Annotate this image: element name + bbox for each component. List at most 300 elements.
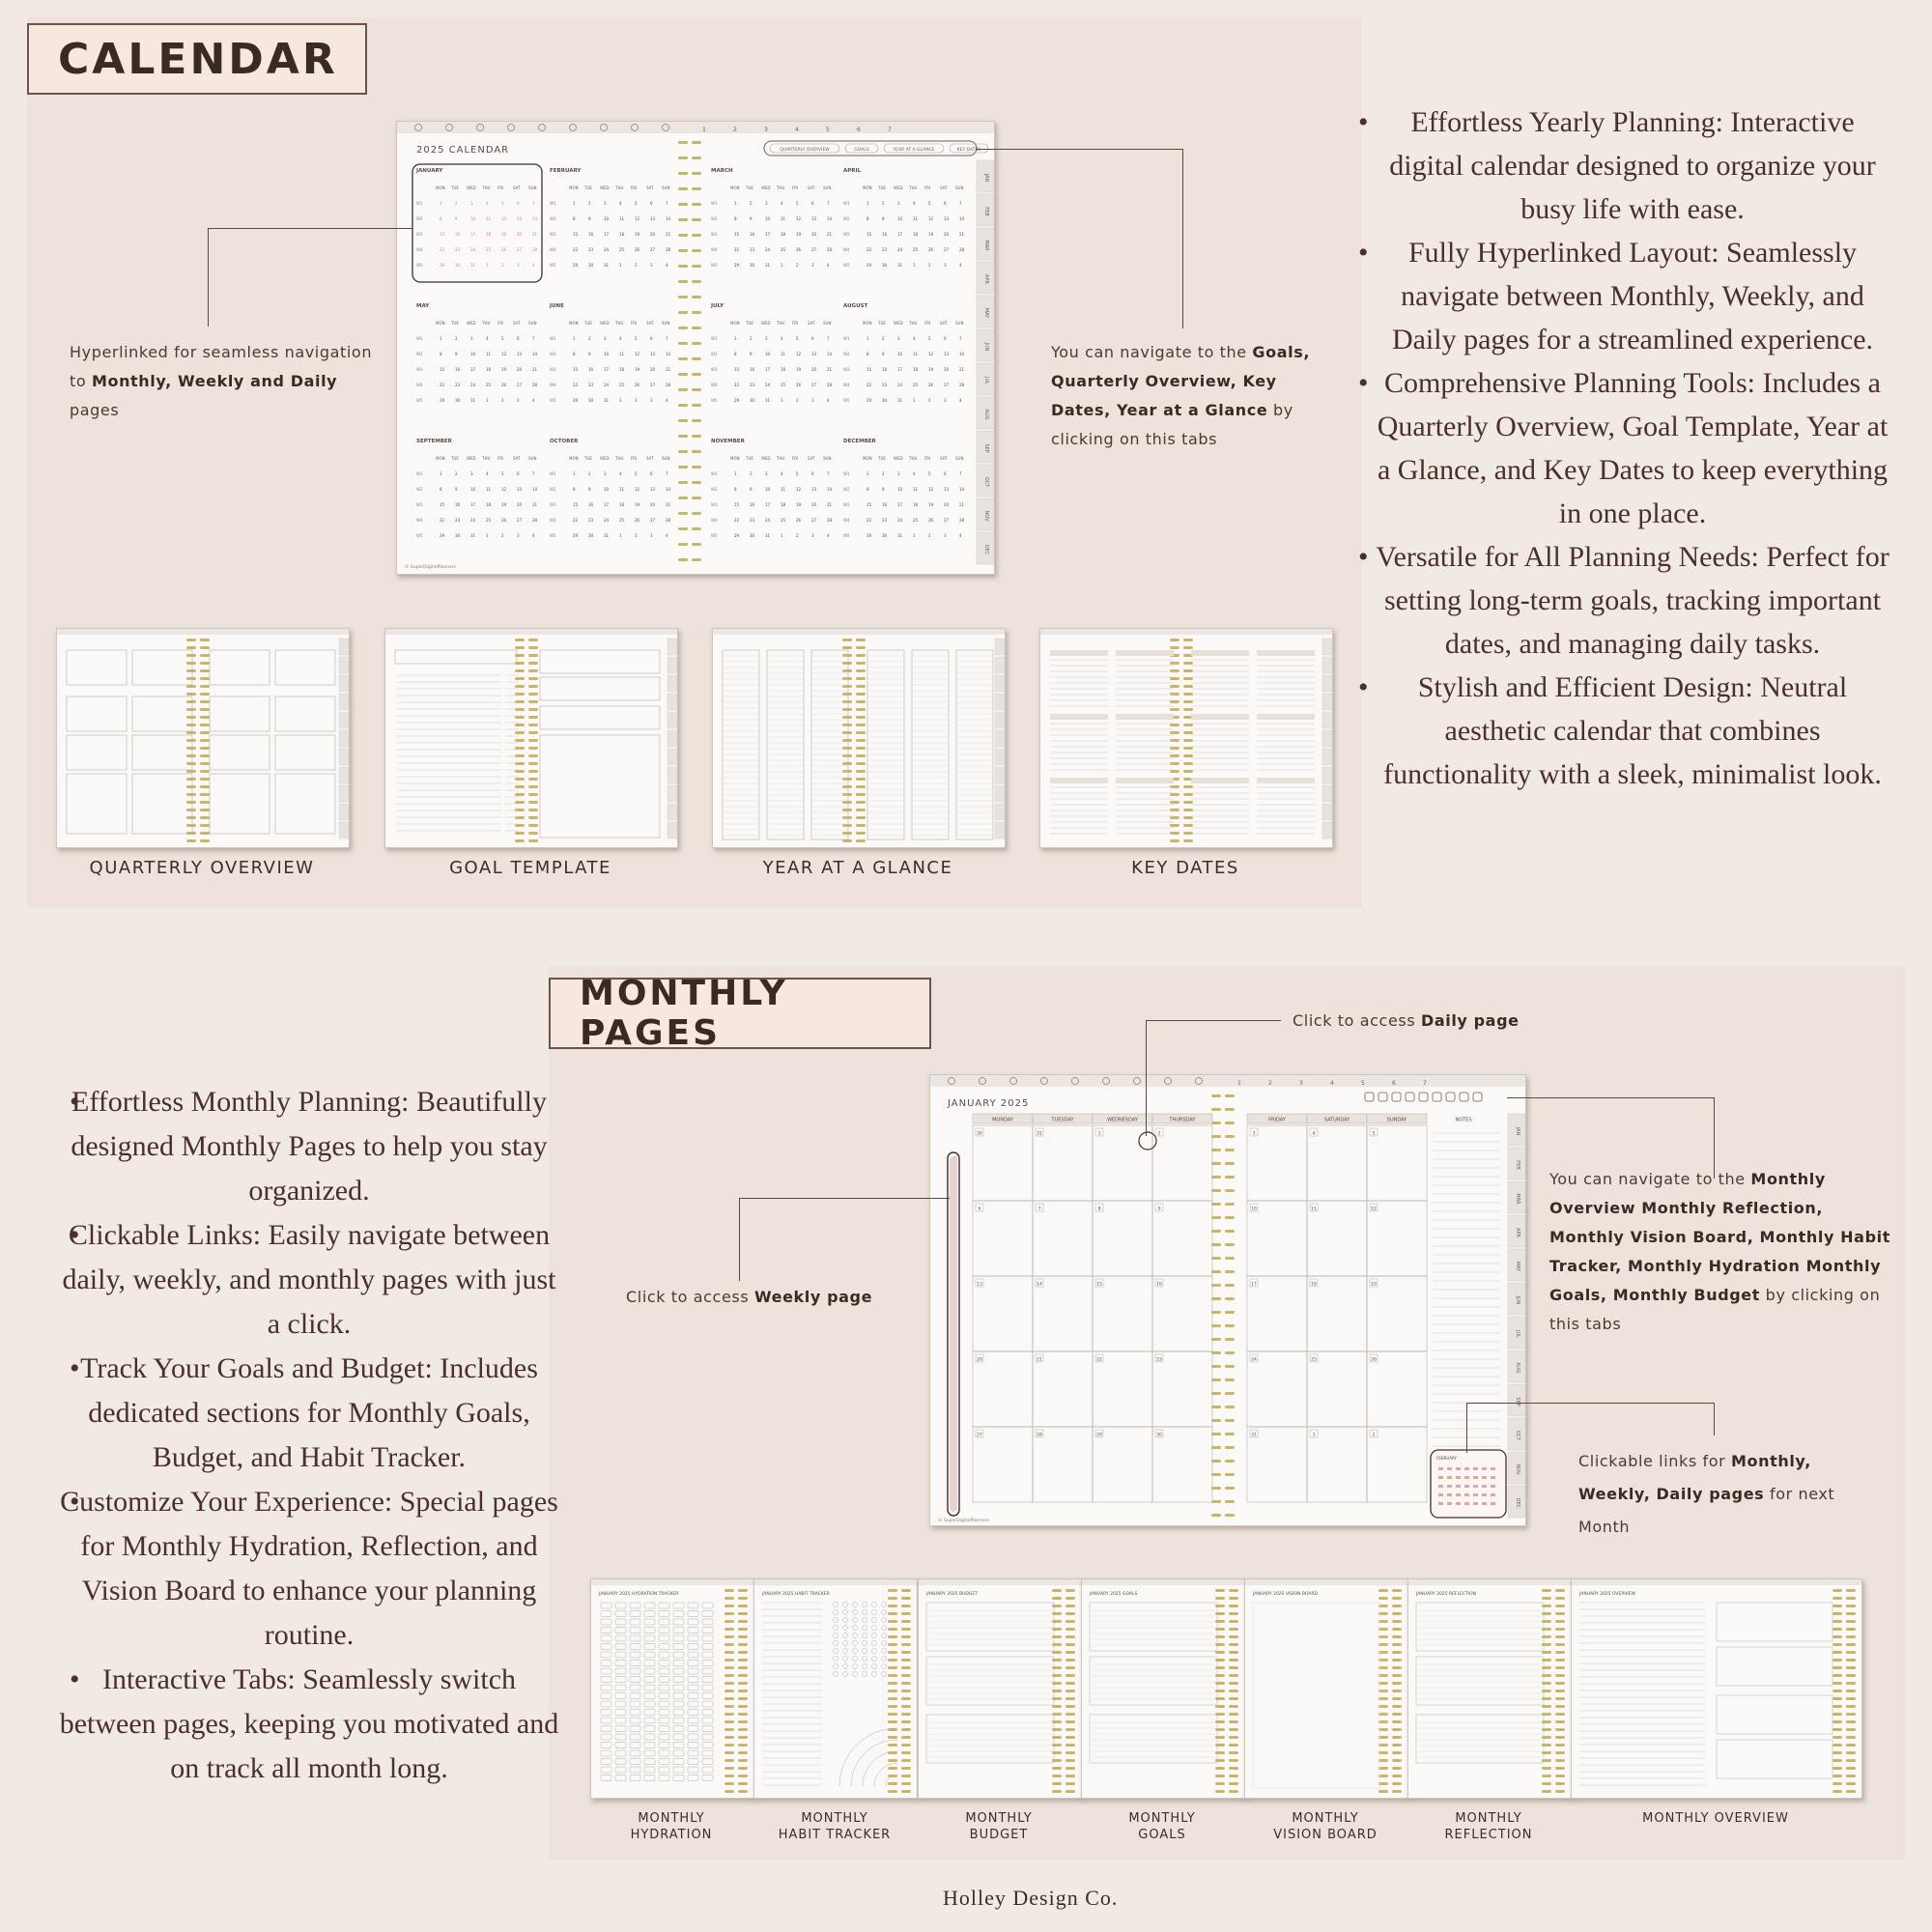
mini-calendar-day [1482, 1502, 1487, 1505]
weekday-label: TUE [584, 185, 592, 190]
spiral-ring [724, 1790, 734, 1793]
note-calendar-tabs-bold: Goals, Quarterly Overview, Key Dates, Year at a Glance [1051, 343, 1311, 419]
week-number: W2 [550, 487, 556, 492]
day-number: 19 [796, 232, 802, 237]
day-number: 28 [666, 247, 671, 252]
spiral-ring [1542, 1705, 1551, 1708]
day-number: 24 [470, 518, 476, 523]
day-number: 9 [455, 216, 458, 221]
day-number: 17 [897, 232, 903, 237]
spiral-ring [738, 1705, 748, 1708]
habit-dot [871, 1648, 876, 1653]
day-number: 1 [440, 336, 442, 341]
spiral-ring [842, 654, 852, 657]
day-number: 20 [517, 502, 523, 507]
spiral-ring [186, 832, 196, 835]
spiral-ring [1052, 1713, 1062, 1716]
day-number: 8 [440, 352, 442, 356]
water-glass [688, 1693, 698, 1699]
day-number: 2 [455, 201, 458, 206]
week-number: W4 [711, 247, 718, 252]
day-number: 19 [501, 232, 507, 237]
day-number: 30 [588, 398, 594, 403]
day-number: 10 [604, 216, 610, 221]
section-box [1090, 1603, 1217, 1651]
spiral-ring [856, 839, 866, 842]
mini-calendar-day [1482, 1467, 1487, 1470]
spiral-ring [842, 739, 852, 742]
spiral-ring [1065, 1728, 1075, 1731]
water-glass [673, 1726, 684, 1732]
spiral-ring [528, 700, 538, 703]
spiral-ring [1170, 762, 1179, 765]
day-number: 4 [827, 533, 830, 538]
spiral-ring [1065, 1720, 1075, 1723]
water-glass [601, 1693, 611, 1699]
water-glass [644, 1644, 655, 1650]
day-number: 3 [517, 398, 520, 403]
spiral-ring [1052, 1605, 1062, 1607]
spiral-ring [1052, 1682, 1062, 1685]
day-number: 31 [604, 398, 610, 403]
day-number: 13 [650, 487, 656, 492]
water-glass [673, 1743, 684, 1748]
water-glass [601, 1628, 611, 1634]
spiral-ring [1065, 1790, 1075, 1793]
spiral-ring [1555, 1612, 1565, 1615]
habit-dot [862, 1656, 867, 1661]
day-number: 23 [455, 383, 461, 387]
caption-line-2: BUDGET [969, 1828, 1029, 1842]
day-number: 29 [440, 533, 445, 538]
thumb-side-tab [995, 767, 1005, 783]
day-number: 23 [750, 383, 755, 387]
habit-dot [852, 1609, 857, 1614]
habit-dot [881, 1671, 886, 1676]
spiral-ring [1229, 1728, 1238, 1731]
spiral-ring [692, 357, 701, 360]
weekday-label: MON [569, 185, 579, 190]
spiral-ring [1542, 1697, 1551, 1700]
day-number: 9 [588, 352, 591, 356]
day-number: 9 [750, 216, 753, 221]
day-number: 1 [573, 201, 576, 206]
habit-dot [842, 1625, 847, 1630]
spiral-ring [1392, 1628, 1402, 1631]
spiral-ring [1846, 1767, 1856, 1770]
water-glass [688, 1619, 698, 1625]
water-glass [673, 1661, 684, 1666]
week-number: W5 [550, 533, 556, 538]
day-number: 4 [666, 263, 668, 268]
spiral-ring [856, 824, 866, 827]
spiral-ring [1211, 1324, 1221, 1327]
spiral-ring [1833, 1736, 1842, 1739]
day-number: 2 [635, 398, 638, 403]
day-number: 9 [882, 487, 885, 492]
habit-dot [833, 1656, 838, 1661]
day-number: 22 [734, 383, 740, 387]
month-name: JUNE [550, 303, 564, 309]
spiral-ring [1215, 1589, 1225, 1592]
day-number: 4 [666, 398, 668, 403]
overview-box [1717, 1740, 1833, 1778]
water-glass [673, 1677, 684, 1683]
spiral-ring [1211, 1176, 1221, 1179]
leader-weekly-h [739, 1198, 950, 1199]
spiral-ring [1846, 1705, 1856, 1708]
day-number: 30 [588, 263, 594, 268]
water-glass [673, 1611, 684, 1617]
mini-calendar-day [1456, 1502, 1461, 1505]
spiral-ring [1183, 639, 1193, 641]
caption-monthly-page [918, 1810, 1080, 1843]
spiral-ring [856, 816, 866, 819]
day-number: 31 [765, 533, 771, 538]
spiral-ring [678, 404, 688, 407]
day-number: 18 [913, 367, 919, 372]
day-number: 2 [588, 336, 591, 341]
spiral-ring [1833, 1767, 1842, 1770]
week-column-fill [950, 1156, 957, 1512]
date-number: 27 [977, 1433, 982, 1438]
spiral-ring [842, 816, 852, 819]
spiral-ring [738, 1628, 748, 1631]
thumb-side-tab [995, 657, 1005, 673]
day-number: 12 [501, 352, 507, 356]
water-glass [601, 1611, 611, 1617]
thumb-header: JANUARY 2025 HABIT TRACKER [762, 1592, 830, 1597]
month-name: APRIL [843, 168, 862, 174]
section-box [1416, 1603, 1544, 1651]
day-number: 22 [440, 518, 445, 523]
spiral-ring [692, 327, 701, 329]
week-number: W2 [843, 216, 850, 221]
day-number: 22 [573, 247, 579, 252]
spiral-ring [515, 639, 525, 641]
spiral-ring [1555, 1589, 1565, 1592]
spiral-ring [200, 724, 210, 726]
date-number: 7 [1037, 1207, 1041, 1212]
day-number: 17 [765, 502, 771, 507]
week-number: W2 [711, 352, 718, 356]
spiral-ring [1833, 1759, 1842, 1762]
day-number: 2 [928, 263, 931, 268]
water-glass [702, 1726, 713, 1732]
note-clickable-links [1578, 1445, 1888, 1544]
leader-weekly-v [739, 1198, 740, 1281]
day-number: 2 [928, 398, 931, 403]
spiral-ring [515, 700, 525, 703]
keydate-header [1257, 778, 1315, 783]
day-number: 1 [486, 533, 489, 538]
week-number: W4 [416, 518, 423, 523]
day-number: 30 [588, 533, 594, 538]
spiral-ring [1183, 824, 1193, 827]
day-number: 27 [517, 518, 523, 523]
spiral-ring [200, 770, 210, 773]
day-number: 3 [765, 471, 768, 476]
spiral-ring [1542, 1643, 1551, 1646]
weekday-label: SAT [808, 456, 815, 461]
thumb-monthly-page [1081, 1578, 1245, 1799]
spiral-ring [1065, 1659, 1075, 1662]
weekday-label: THU [482, 185, 491, 190]
day-number: 1 [913, 398, 916, 403]
habit-dot [852, 1656, 857, 1661]
day-number: 13 [517, 216, 523, 221]
spiral-ring [738, 1728, 748, 1731]
day-number: 5 [635, 336, 638, 341]
spiral-ring [678, 435, 688, 438]
week-number: W2 [711, 487, 718, 492]
day-number: 1 [781, 533, 783, 538]
caption-line-1: MONTHLY OVERVIEW [1642, 1811, 1789, 1826]
mini-calendar-day [1456, 1493, 1461, 1496]
spiral-ring [1225, 1365, 1235, 1368]
day-number: 15 [734, 502, 740, 507]
habit-dot [833, 1633, 838, 1637]
spiral-ring [1183, 839, 1193, 842]
water-glass [615, 1611, 626, 1617]
day-number: 8 [867, 487, 869, 492]
spiral-ring [1211, 1162, 1221, 1165]
water-glass [688, 1734, 698, 1740]
day-number: 26 [635, 383, 640, 387]
spiral-ring [1833, 1620, 1842, 1623]
day-number: 12 [501, 216, 507, 221]
overview-box [1717, 1647, 1833, 1686]
spiral-ring [1378, 1612, 1388, 1615]
spiral-ring [1555, 1666, 1565, 1669]
day-number: 9 [455, 487, 458, 492]
spiral-ring [200, 793, 210, 796]
spiral-ring [1555, 1690, 1565, 1692]
water-glass [702, 1750, 713, 1756]
spiral-ring [1833, 1790, 1842, 1793]
spiral-ring [1555, 1782, 1565, 1785]
day-number: 19 [796, 367, 802, 372]
spiral-ring [1183, 754, 1193, 757]
day-number: 11 [913, 216, 919, 221]
spiral-ring [1229, 1635, 1238, 1638]
day-number: 24 [604, 247, 610, 252]
thumb-quarterly-overview [56, 628, 350, 848]
day-number: 1 [734, 336, 737, 341]
day-number: 30 [455, 398, 461, 403]
water-glass [673, 1652, 684, 1658]
thumb-side-tab [668, 730, 677, 747]
top-number-tab: 4 [1330, 1080, 1334, 1087]
spiral-ring [888, 1713, 897, 1716]
spiral-ring [1215, 1643, 1225, 1646]
spiral-ring [842, 762, 852, 765]
mini-calendar-day [1482, 1485, 1487, 1488]
mini-calendar-day [1447, 1485, 1452, 1488]
day-number: 9 [882, 216, 885, 221]
water-glass [644, 1603, 655, 1608]
spiral-ring [1065, 1674, 1075, 1677]
spiral-ring [200, 762, 210, 765]
thumb-side-tab [995, 749, 1005, 765]
spiral-ring [901, 1620, 911, 1623]
water-glass [615, 1701, 626, 1707]
spiral-ring [528, 824, 538, 827]
weekday-label: TUE [746, 456, 753, 461]
day-number: 25 [913, 383, 919, 387]
mini-calendar-day [1447, 1502, 1452, 1505]
habit-dot [871, 1625, 876, 1630]
day-number: 25 [913, 247, 919, 252]
spiral-ring [1183, 677, 1193, 680]
week-number: W1 [843, 471, 850, 476]
section-box [926, 1657, 1054, 1705]
spiral-ring [724, 1597, 734, 1600]
water-glass [659, 1701, 669, 1707]
day-number: 23 [882, 383, 888, 387]
day-number: 6 [944, 336, 947, 341]
day-number: 31 [470, 263, 476, 268]
spiral-ring [1065, 1620, 1075, 1623]
spiral-ring [1183, 693, 1193, 696]
day-number: 16 [882, 367, 888, 372]
water-glass [702, 1718, 713, 1723]
week-number: W1 [550, 201, 556, 206]
spiral-ring [842, 839, 852, 842]
day-number: 1 [440, 471, 442, 476]
day-number: 23 [588, 247, 594, 252]
spiral-ring [856, 693, 866, 696]
weekday-label: SAT [646, 456, 654, 461]
water-glass [688, 1776, 698, 1781]
spiral-ring [1846, 1736, 1856, 1739]
spiral-ring [692, 388, 701, 391]
spiral-ring [901, 1674, 911, 1677]
spiral-ring [1392, 1620, 1402, 1623]
spiral-ring [692, 296, 701, 298]
day-number: 6 [650, 471, 653, 476]
day-number: 26 [796, 383, 802, 387]
spiral-ring [515, 785, 525, 788]
water-glass [688, 1759, 698, 1765]
day-number: 21 [666, 502, 671, 507]
spiral-ring [1542, 1728, 1551, 1731]
spiral-ring [1170, 669, 1179, 672]
spiral-ring [724, 1612, 734, 1615]
day-number: 25 [781, 247, 786, 252]
day-number: 11 [781, 487, 786, 492]
side-tab-label: MAR [983, 240, 989, 251]
spiral-ring [200, 785, 210, 788]
thumb-monthly-page [1571, 1578, 1862, 1799]
spiral-ring [1211, 1270, 1221, 1273]
day-number: 31 [604, 263, 610, 268]
spiral-ring [1378, 1605, 1388, 1607]
habit-dot [833, 1625, 838, 1630]
day-number: 1 [867, 336, 869, 341]
date-number: 26 [1371, 1357, 1377, 1363]
day-number: 14 [666, 487, 671, 492]
spiral-ring [1183, 662, 1193, 665]
water-glass [644, 1776, 655, 1781]
water-glass [659, 1718, 669, 1723]
water-glass [659, 1635, 669, 1641]
section-box [926, 1603, 1054, 1651]
habit-dot [862, 1640, 867, 1645]
spiral-ring [1225, 1203, 1235, 1206]
spiral-ring [738, 1620, 748, 1623]
day-number: 11 [913, 487, 919, 492]
day-number: 18 [486, 232, 492, 237]
water-glass [630, 1611, 640, 1617]
habit-dot [833, 1663, 838, 1668]
spiral-ring [1170, 824, 1179, 827]
habit-dot [881, 1656, 886, 1661]
top-tab-bar [397, 122, 994, 133]
spiral-ring [692, 404, 701, 407]
spiral-ring [856, 770, 866, 773]
week-number: W5 [843, 533, 850, 538]
side-tab-label: JUL [1515, 1330, 1520, 1338]
day-number: 2 [635, 263, 638, 268]
spiral-ring [724, 1751, 734, 1754]
weekday-label: TUE [584, 321, 592, 326]
spiral-ring [1378, 1751, 1388, 1754]
section-box [1090, 1657, 1217, 1705]
day-number: 26 [501, 383, 507, 387]
week-number: W3 [550, 367, 556, 372]
spiral-ring [738, 1612, 748, 1615]
spiral-ring [724, 1666, 734, 1669]
thumb-side-tab [1322, 657, 1332, 673]
weekday-label: WED [761, 185, 771, 190]
day-number: 16 [455, 232, 461, 237]
spiral-ring [1846, 1775, 1856, 1777]
month-name: NOVEMBER [711, 439, 745, 444]
water-glass [673, 1603, 684, 1608]
habit-arc [851, 1740, 897, 1786]
day-number: 29 [573, 533, 579, 538]
keydate-header [1116, 778, 1174, 783]
water-glass [630, 1677, 640, 1683]
day-number: 10 [765, 216, 771, 221]
spiral-ring [856, 654, 866, 657]
spiral-ring [1378, 1659, 1388, 1662]
day-number: 4 [619, 336, 622, 341]
day-number: 29 [734, 398, 740, 403]
day-number: 21 [959, 232, 965, 237]
mini-calendar-day [1438, 1493, 1443, 1496]
date-number: 22 [1096, 1357, 1102, 1363]
spiral-ring [901, 1690, 911, 1692]
habit-dot [852, 1671, 857, 1676]
day-number: 3 [897, 471, 900, 476]
day-number: 7 [959, 201, 962, 206]
spiral-ring [1555, 1767, 1565, 1770]
day-number: 28 [959, 383, 965, 387]
spiral-ring [1170, 685, 1179, 688]
spiral-ring [888, 1597, 897, 1600]
day-number: 22 [734, 518, 740, 523]
spiral-ring [528, 770, 538, 773]
habit-dot [852, 1663, 857, 1668]
spiral-ring [724, 1651, 734, 1654]
spiral-ring [738, 1713, 748, 1716]
top-number-tab: 1 [702, 127, 706, 133]
spiral-ring [1052, 1751, 1062, 1754]
spiral-ring [1846, 1728, 1856, 1731]
spiral-ring [200, 677, 210, 680]
